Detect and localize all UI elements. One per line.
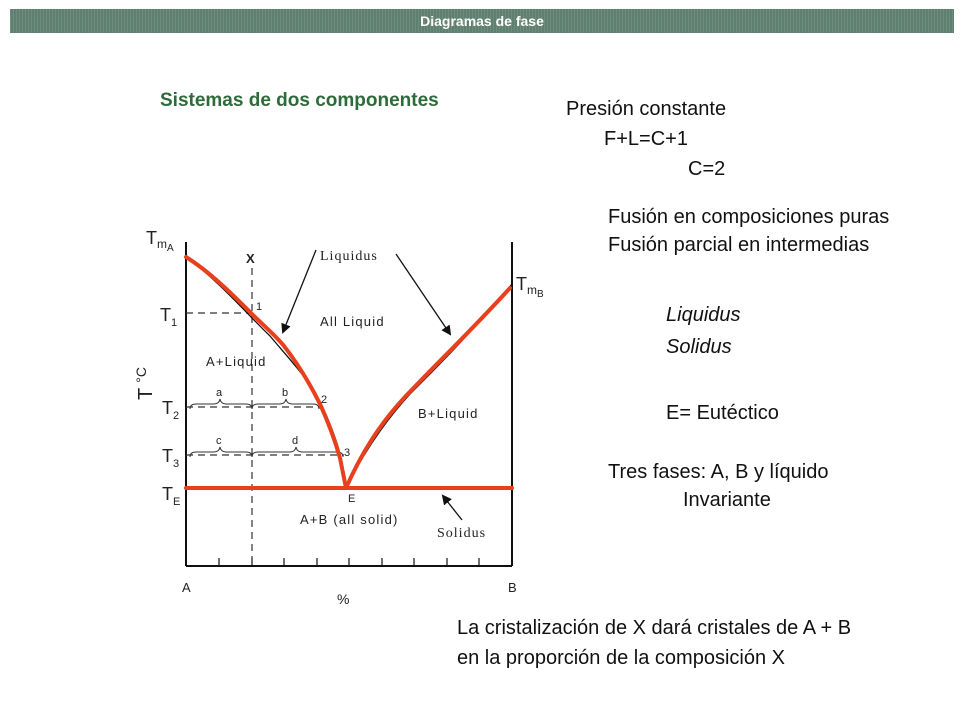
liquidus-left-curve [186,257,346,488]
note-crystallization-1: La cristalización de X dará cristales de A + B [457,617,852,639]
region-a-liquid: A+Liquid [206,354,267,369]
point-2-label: 2 [321,394,328,406]
t2-label: $T_2$ [162,398,180,422]
x-axis-right-end: B [508,580,517,595]
tma-label: $T_mA$ [146,228,174,254]
arrow-liquidus-right [396,254,450,334]
arrow-solidus [443,496,462,520]
composition-x-label: X [246,251,255,266]
te-label: $T_E$ [162,484,181,508]
header-title: Diagramas de fase [420,13,544,29]
note-liquidus: Liquidus [666,304,741,326]
note-components: C=2 [688,158,726,180]
x-axis-label: % [337,591,350,607]
eutectic-point-label: E [348,493,356,505]
t3-label: $T_3$ [162,446,180,470]
note-crystallization-2: en la proporción de la composición X [457,647,785,669]
note-solidus: Solidus [666,336,732,358]
region-all-solid: A+B (all solid) [300,512,399,527]
t1-label: $T_1$ [160,305,178,329]
segment-b-label: b [282,387,289,399]
callout-solidus: Solidus [437,526,487,541]
region-all-liquid: All Liquid [320,314,385,329]
liquidus-left-thin [186,257,346,488]
svg-text:T°C: $T^{^\circ C}$ [133,367,157,400]
note-eutectic: E= Eutéctico [666,402,779,424]
segment-a-label: a [216,387,223,399]
note-three-phases: Tres fases: A, B y líquido [608,461,829,483]
point-3-label: 3 [344,447,351,459]
axis-ticks [219,558,479,566]
note-fusion-pure: Fusión en composiciones puras [608,206,890,228]
page-subtitle: Sistemas de dos componentes [160,90,439,111]
point-1-label: 1 [256,301,263,313]
note-pressure: Presión constante [566,98,727,120]
note-phase-rule: F+L=C+1 [604,128,688,150]
callout-liquidus: Liquidus [320,249,378,264]
note-fusion-partial: Fusión parcial en intermedias [608,234,870,256]
tmb-label: $T_mB$ [516,274,544,300]
y-axis-label [133,367,157,400]
segment-d-label: d [292,435,299,447]
region-b-liquid: B+Liquid [418,406,479,421]
note-invariant: Invariante [683,489,771,511]
x-axis-left-end: A [182,580,191,595]
arrow-liquidus-left [283,250,316,332]
segment-c-label: c [216,435,222,447]
